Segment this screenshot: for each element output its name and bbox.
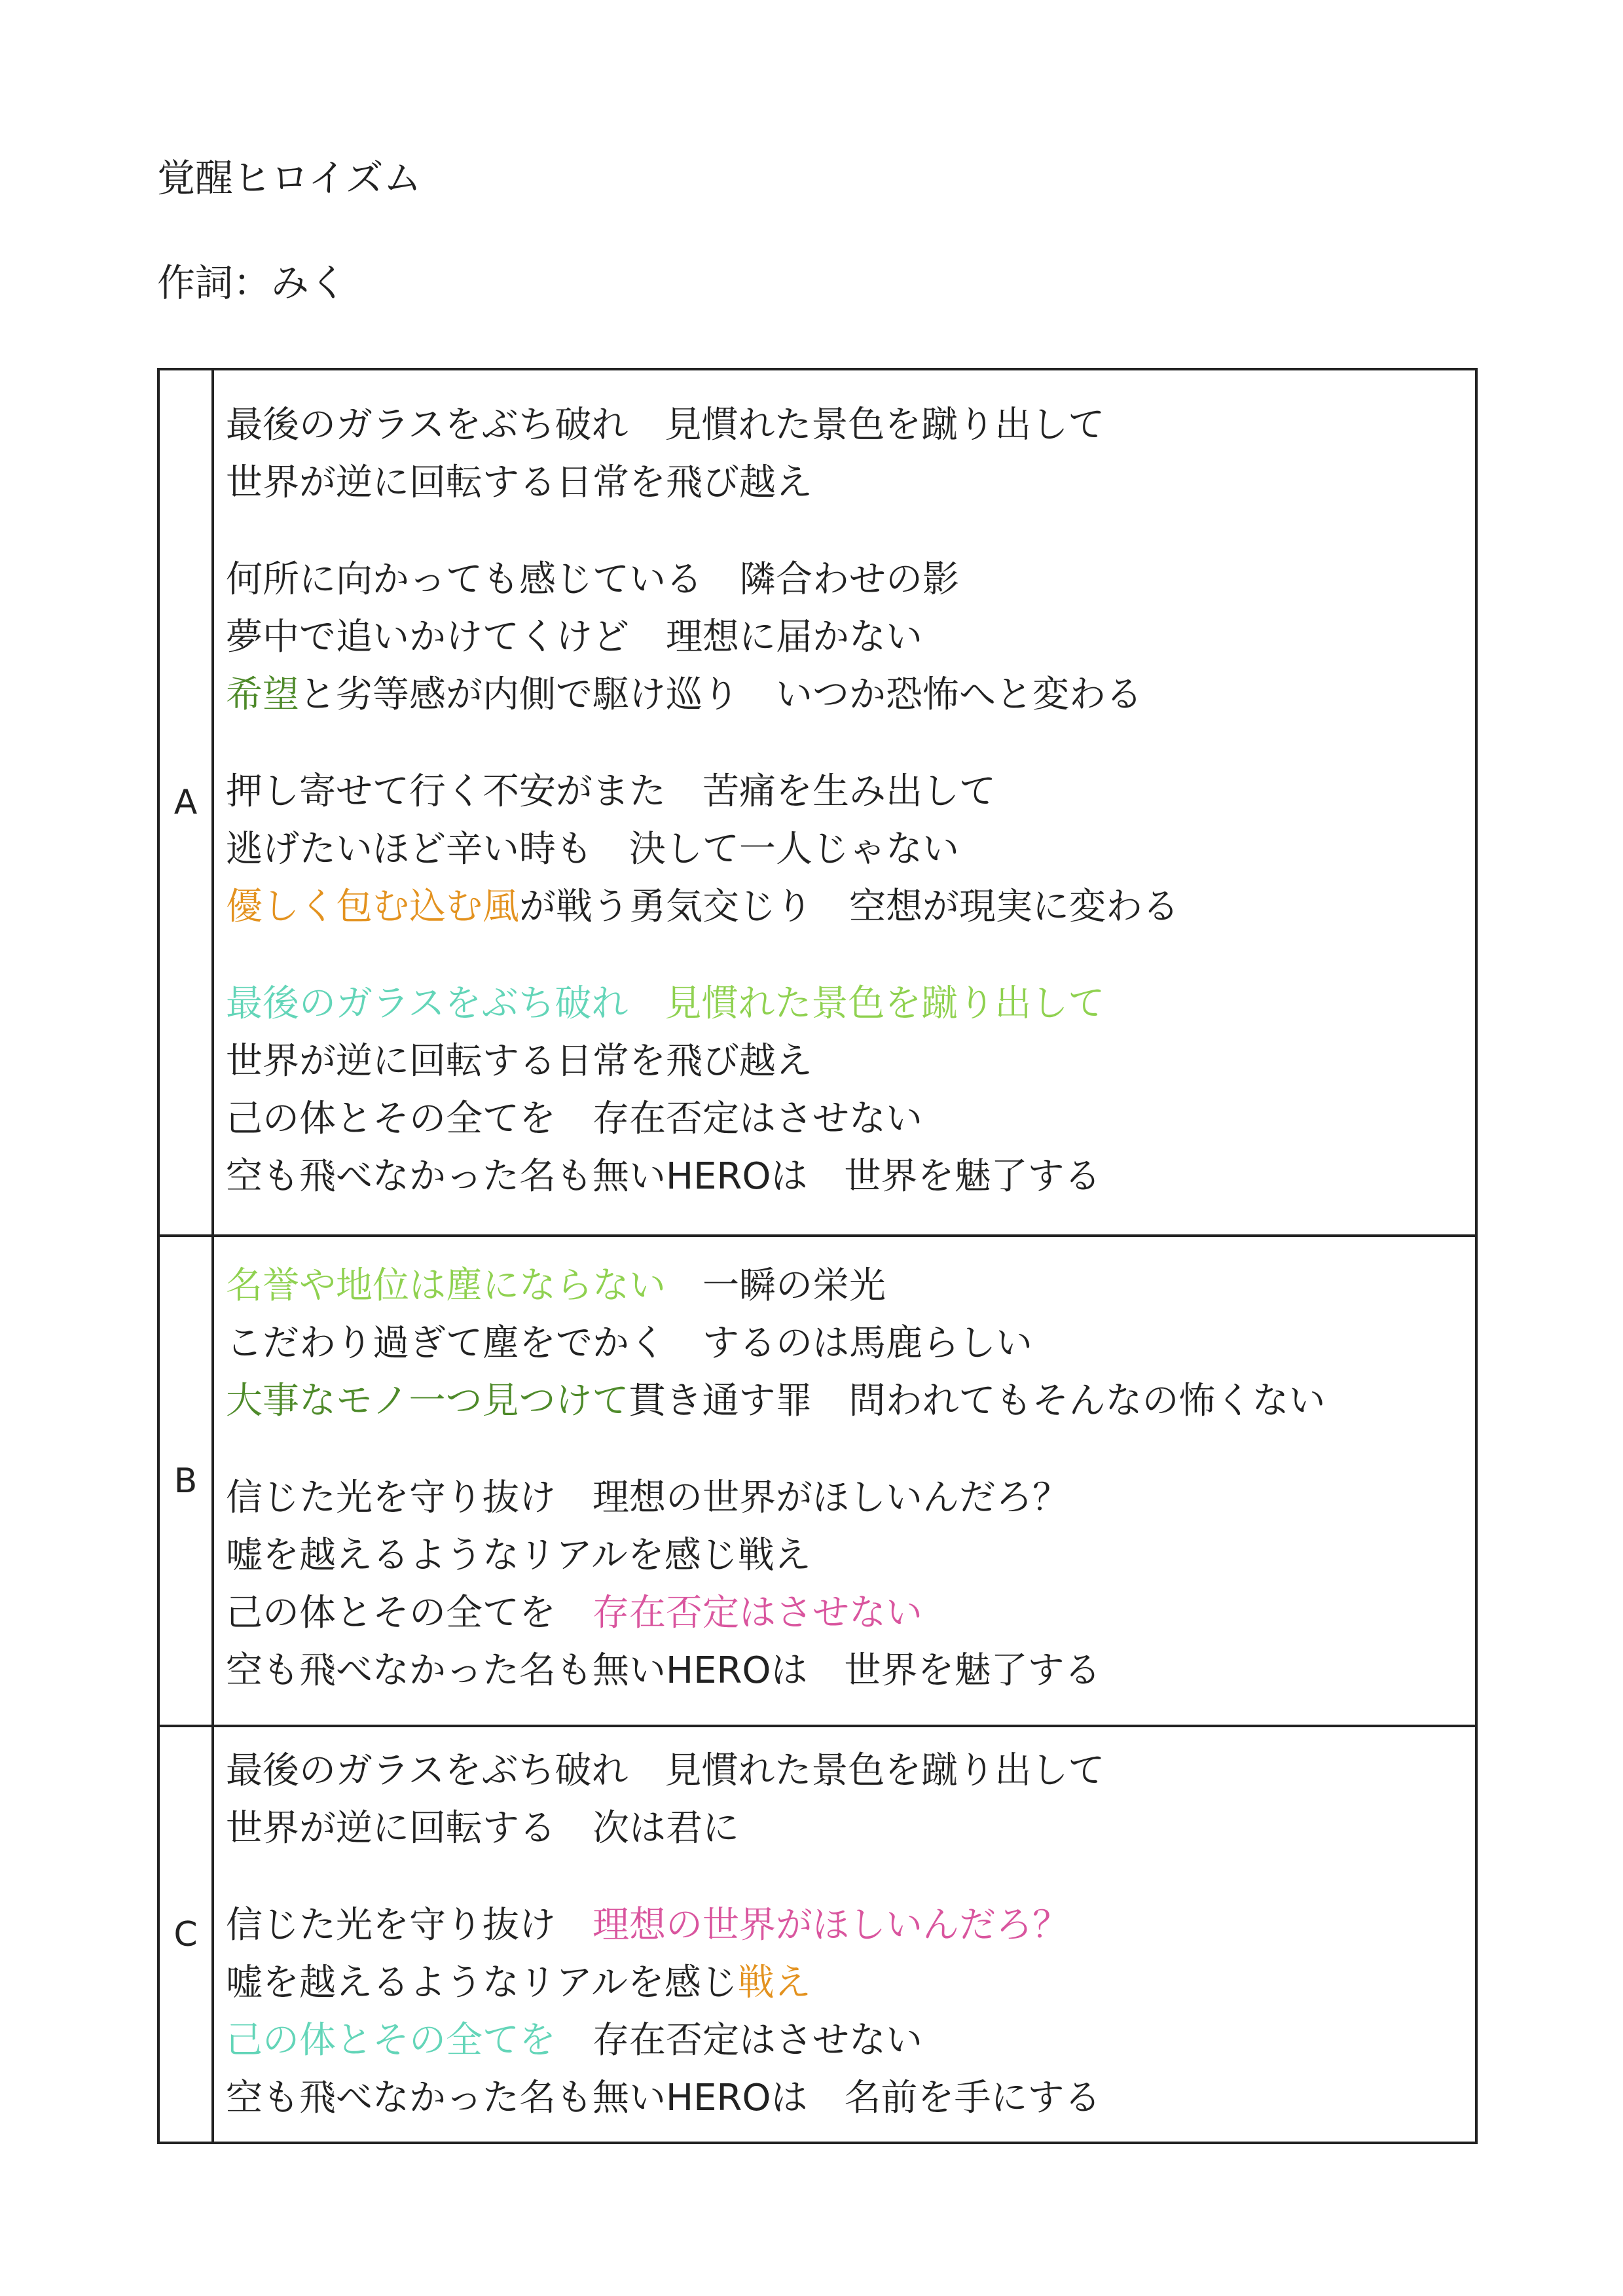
lyric-line [226,1954,1463,2012]
lyric-segment: 信じた光を守り抜け 理想の世界がほしいんだろ？ [226,1476,1069,1519]
lyric-segment: 最後のガラスをぶち破れ [226,982,629,1025]
lyric-line [226,763,1463,821]
lyric-segment: 世界が逆に回転する 次は君に [226,1806,739,1850]
lyric-segment: 押し寄せて行く不安がまた 苦痛を生み出して [226,770,996,813]
lyric-line [226,609,1463,666]
lyric-segment: と劣等感が内側で駆け巡り いつか恐怖へと変わる [299,673,1142,716]
lyric-segment: 最後のガラスをぶち破れ 見慣れた景色を蹴り出して [226,1749,1105,1792]
lyric-segment: 世界が逆に回転する日常を飛び越え [226,1040,812,1083]
lyric-segment: 見慣れた景色を蹴り出して [628,982,1105,1025]
lyric-line [226,1090,1463,1148]
section-label-b: B [158,1236,213,1726]
lyric-segment: 己の体とその全てを [226,2018,556,2062]
lyric-segment: 空も飛べなかった名も無いHEROは 世界を魅了する [226,1155,1101,1198]
stanza [226,975,1463,1206]
lyric-line [226,975,1463,1033]
lyric-line [226,397,1463,454]
lyric-segment: 嘘を越えるようなリアルを感じ戦え [226,1534,811,1577]
lyric-line [226,1148,1463,1206]
section-row-b [158,1236,1476,1726]
lyric-line [226,1800,1463,1857]
section-body-a [213,369,1476,1236]
lyric-line [226,1257,1463,1315]
stanza [226,1257,1463,1430]
lyric-segment: 信じた光を守り抜け [226,1903,593,1946]
lyric-segment: 大事なモノ一つ見つけて [226,1379,629,1422]
lyric-line [226,1372,1463,1430]
lyric-line [226,878,1463,936]
lyric-segment: 戦え [737,1961,811,2004]
stanza [226,763,1463,936]
lyric-segment: 理想の世界がほしいんだろ？ [593,1903,1069,1946]
lyric-segment: 逃げたいほど辛い時も 決して一人じゃない [226,828,959,870]
stanza [226,1742,1463,1857]
stanza [226,1897,1463,2127]
lyric-segment: 空も飛べなかった名も無いHEROは 世界を魅了する [226,1649,1101,1692]
lyric-segment: 一瞬の栄光 [666,1264,886,1307]
lyric-segment: 存在否定はさせない [593,1591,922,1634]
lyric-line [226,1033,1463,1090]
lyric-line [226,551,1463,609]
lyric-line [226,1642,1463,1700]
section-row-a [158,369,1476,1236]
lyric-segment: 名誉や地位は塵にならない [226,1264,666,1307]
lyric-segment: 世界が逆に回転する日常を飛び越え [226,461,812,504]
lyric-line [226,2012,1463,2070]
lyric-segment: 夢中で追いかけてくけど 理想に届かない [226,616,922,658]
lyric-segment: 希望 [226,673,299,716]
section-label-a: A [158,369,213,1236]
stanza [226,1469,1463,1700]
lyric-line [226,1742,1463,1800]
lyric-segment: が戦う勇気交じり 空想が現実に変わる [519,886,1179,928]
lyric-line [226,821,1463,878]
song-title: 覚醒ヒロイズム [157,156,422,200]
lyric-segment: 何所に向かっても感じている 隣合わせの影 [226,558,959,601]
section-body-c [213,1726,1476,2143]
stanza [226,551,1463,724]
lyric-line [226,1897,1463,1954]
lyric-line [226,1585,1463,1642]
section-body-b [213,1236,1476,1726]
lyric-segment: 優しく包む込む風 [226,886,519,928]
lyric-segment: こだわり過ぎて塵をでかく するのは馬鹿らしい [226,1321,1032,1365]
lyric-line [226,1527,1463,1585]
lyricist-credit: 作詞：みく [157,260,348,305]
lyric-segment: 存在否定はさせない [556,2018,922,2062]
lyric-line [226,1469,1463,1527]
lyric-line [226,1315,1463,1372]
lyric-line [226,2070,1463,2127]
lyrics-table [157,368,1478,2144]
lyric-line [226,454,1463,512]
section-label-c: C [158,1726,213,2143]
lyric-segment: 最後のガラスをぶち破れ 見慣れた景色を蹴り出して [226,404,1105,446]
lyric-line [226,666,1463,724]
stanza [226,397,1463,512]
lyric-segment: 貫き通す罪 問われてもそんなの怖くない [629,1379,1326,1422]
lyric-segment: 己の体とその全てを 存在否定はさせない [226,1098,922,1140]
section-row-c [158,1726,1476,2143]
lyric-segment: 嘘を越えるようなリアルを感じ [226,1961,738,2004]
lyric-segment: 空も飛べなかった名も無いHEROは 名前を手にする [226,2076,1101,2119]
lyric-segment: 己の体とその全てを [226,1591,593,1634]
